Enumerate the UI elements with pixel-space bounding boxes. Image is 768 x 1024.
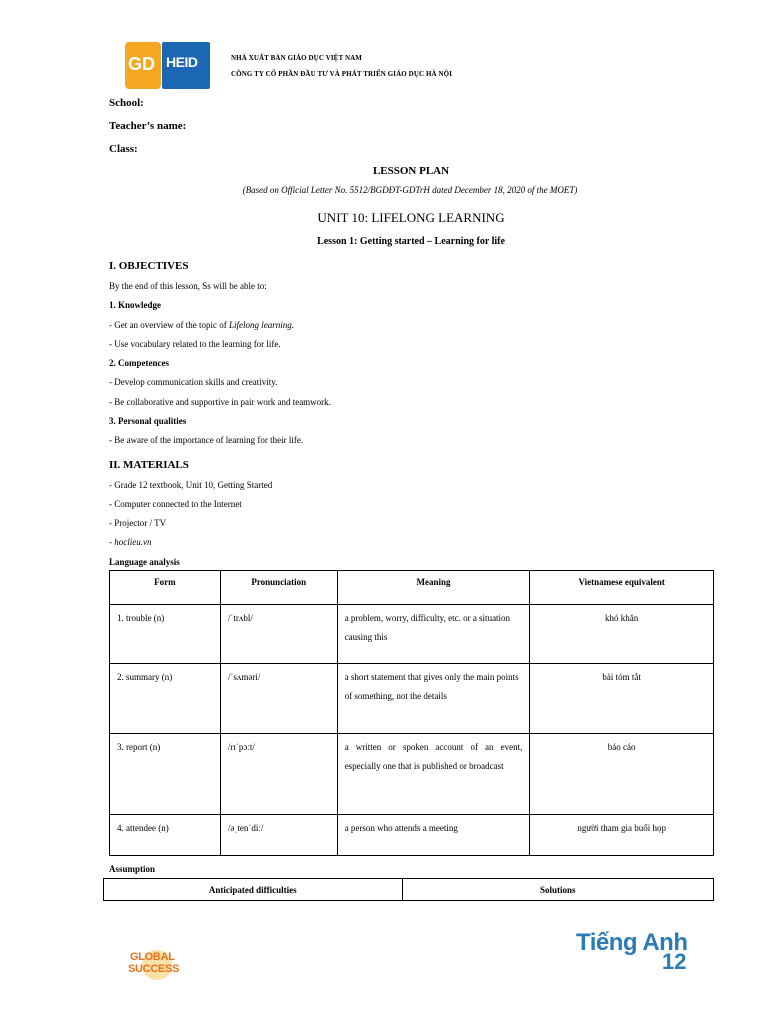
column-header-meaning: Meaning (337, 571, 530, 605)
objectives-heading: I. OBJECTIVES (109, 260, 189, 272)
tieng-anh-grade: 12 (662, 949, 687, 974)
materials-item-4-dash: - (109, 537, 115, 547)
gd-logo-text: GD (128, 54, 155, 74)
table-header-row (104, 879, 714, 901)
lesson-plan-title: LESSON PLAN (372, 165, 450, 177)
cell-vietnamese: khó khăn (530, 605, 714, 664)
materials-item-2: - Computer connected to the Internet (109, 499, 242, 509)
heid-logo (162, 42, 210, 89)
knowledge-item-1-topic: Lifelong learning. (228, 320, 294, 330)
table-header-row (110, 571, 714, 605)
assumption-heading: Assumption (109, 864, 156, 874)
heid-logo-text: HEID (166, 54, 198, 70)
tieng-anh-logo-text: Tiếng Anh (576, 929, 688, 956)
cell-meaning: a person who attends a meeting (337, 815, 530, 856)
cell-form: 2. summary (n) (110, 664, 221, 734)
publisher-line-2: CÔNG TY CỔ PHẦN ĐẦU TƯ VÀ PHÁT TRIỂN GIÁO DỤC HÀ NỘI (231, 70, 453, 78)
cell-pronunciation: /rɪˈpɔːt/ (220, 734, 337, 815)
global-success-line-1: GLOBAL (130, 951, 175, 963)
cell-vietnamese: bài tóm tắt (530, 664, 714, 734)
cell-pronunciation: /ˈsʌməri/ (220, 664, 337, 734)
competences-item-1: - Develop communication skills and creativity. (109, 377, 278, 387)
qualities-item-1: - Be aware of the importance of learning for their life. (109, 435, 304, 445)
publisher-line-1: NHÀ XUẤT BẢN GIÁO DỤC VIỆT NAM (231, 54, 362, 62)
based-on-note: (Based on Official Letter No. 5512/BGDĐT-GDTrH dated December 18, 2020 of the MOET) (242, 185, 578, 195)
materials-item-4 (109, 537, 152, 547)
cell-meaning: a short statement that gives only the main points of something, not the details (337, 664, 530, 734)
language-analysis-table (109, 570, 714, 856)
cell-meaning: a problem, worry, difficulty, etc. or a situation causing this (337, 605, 530, 664)
knowledge-item-1-text: - Get an overview of the topic of (109, 320, 229, 330)
gd-logo (125, 42, 161, 89)
table-row (110, 734, 714, 815)
column-header-pronunciation: Pronunciation (220, 571, 337, 605)
column-header-vietnamese: Vietnamese equivalent (530, 571, 714, 605)
class-label: Class: (109, 143, 138, 155)
knowledge-item-1 (109, 320, 294, 330)
column-header-difficulties: Anticipated difficulties (104, 879, 403, 901)
cell-meaning: a written or spoken account of an event, especially one that is published or broadcast (337, 734, 530, 815)
competences-heading: 2. Competences (109, 358, 169, 368)
column-header-solutions: Solutions (402, 879, 713, 901)
cell-form: 1. trouble (n) (110, 605, 221, 664)
table-row (110, 605, 714, 664)
table-row (110, 815, 714, 856)
global-success-logo (126, 945, 188, 983)
global-success-line-2: SUCCESS (128, 963, 180, 975)
cell-vietnamese: người tham gia buổi họp (530, 815, 714, 856)
competences-item-2: - Be collaborative and supportive in pair work and teamwork. (109, 397, 331, 407)
assumption-table (103, 878, 714, 901)
table-row (110, 664, 714, 734)
materials-item-1: - Grade 12 textbook, Unit 10, Getting Started (109, 480, 273, 490)
lesson-title: Lesson 1: Getting started – Learning for life (317, 236, 505, 247)
cell-form: 4. attendee (n) (110, 815, 221, 856)
knowledge-heading: 1. Knowledge (109, 300, 162, 310)
column-header-form: Form (110, 571, 221, 605)
materials-item-3: - Projector / TV (109, 518, 167, 528)
materials-heading: II. MATERIALS (109, 459, 189, 471)
objectives-intro: By the end of this lesson, Ss will be able to: (109, 281, 267, 291)
teacher-label: Teacher’s name: (109, 120, 187, 132)
qualities-heading: 3. Personal qualities (109, 416, 187, 426)
language-analysis-heading: Language analysis (109, 557, 180, 567)
cell-pronunciation: /əˌtenˈdiː/ (220, 815, 337, 856)
cell-form: 3. report (n) (110, 734, 221, 815)
cell-vietnamese: báo cáo (530, 734, 714, 815)
knowledge-item-2: - Use vocabulary related to the learning for life. (109, 339, 281, 349)
unit-title: UNIT 10: LIFELONG LEARNING (317, 210, 505, 225)
school-label: School: (109, 97, 144, 109)
materials-item-4-site: hoclieu.vn (114, 537, 152, 547)
cell-pronunciation: /ˈtrʌbl/ (220, 605, 337, 664)
